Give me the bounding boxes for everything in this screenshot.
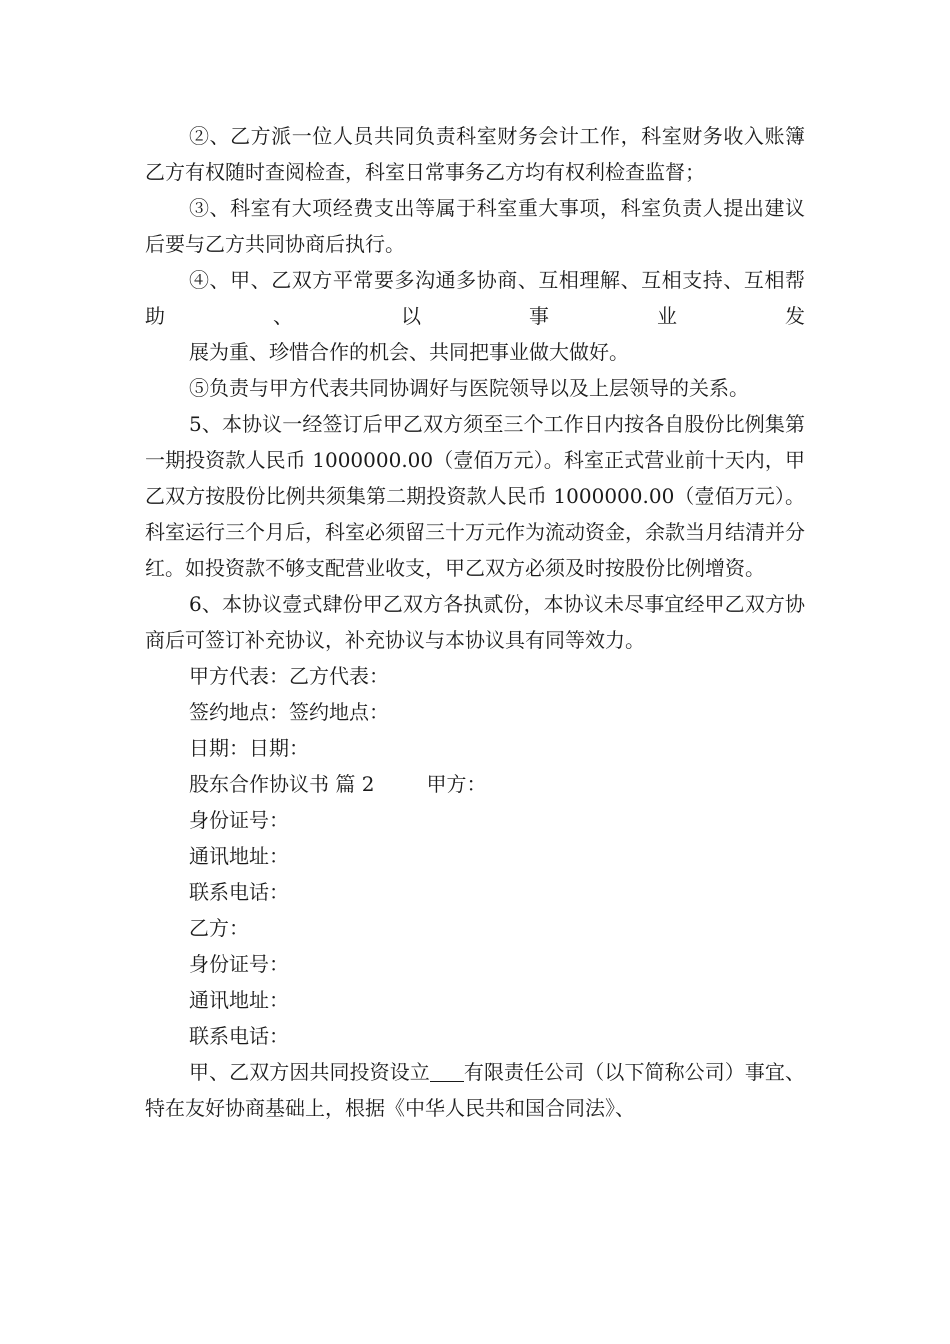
party-b-address-field: 通讯地址： bbox=[189, 988, 289, 1012]
date-line: 日期：日期： bbox=[189, 736, 309, 760]
party-a-phone-field: 联系电话： bbox=[189, 880, 289, 904]
document-body bbox=[145, 118, 805, 1126]
party-b-label: 乙方： bbox=[189, 916, 249, 940]
article-5-paragraph: 5、本协议一经签订后甲乙双方须至三个工作日内按各自股份比例集第一期投资款人民币 1000000.00（壹佰万元）。科室正式营业前十天内，甲乙双方按股份比例共须集第二期投资款人民币 1000000.00（壹佰万元）。科室运行三个月后，科室必须留三十万元作为流动资金，余款当月结清并分红。如投资款不够支配营业收支，甲乙双方必须及时按股份比例增资。 bbox=[145, 412, 805, 580]
company-name-blank bbox=[430, 1063, 464, 1082]
clause-4-continuation: 展为重、珍惜合作的机会、共同把事业做大做好。 bbox=[189, 340, 629, 364]
closing-text-end: 有限责任公司（以下简称公司）事宜、特在友好协商基础上，根据《中华人民共和国合同法》、 bbox=[145, 1060, 806, 1120]
party-a-id-field: 身份证号： bbox=[189, 808, 289, 832]
closing-paragraph bbox=[145, 1054, 805, 1126]
clause-4-paragraph: ④、甲、乙双方平常要多沟通多协商、互相理解、互相支持、互相帮助、以事业发 bbox=[145, 268, 805, 328]
closing-text-start: 甲、乙双方因共同投资设立 bbox=[189, 1060, 430, 1084]
agreement-title: 股东合作协议书 篇 2 bbox=[189, 772, 375, 796]
party-b-id-field: 身份证号： bbox=[189, 952, 289, 976]
representatives-line: 甲方代表：乙方代表： bbox=[189, 664, 389, 688]
clause-5-responsibility: ⑤负责与甲方代表共同协调好与医院领导以及上层领导的关系。 bbox=[189, 376, 749, 400]
signing-location-line: 签约地点：签约地点： bbox=[189, 700, 389, 724]
party-a-label: 甲方： bbox=[426, 772, 487, 796]
article-6-paragraph: 6、本协议壹式肆份甲乙双方各执贰份，本协议未尽事宜经甲乙双方协商后可签订补充协议，补充协议与本协议具有同等效力。 bbox=[145, 592, 805, 652]
agreement-heading-line bbox=[145, 766, 805, 802]
clause-3-paragraph: ③、科室有大项经费支出等属于科室重大事项，科室负责人提出建议后要与乙方共同协商后执行。 bbox=[145, 196, 805, 256]
party-b-phone-field: 联系电话： bbox=[189, 1024, 289, 1048]
clause-2-paragraph: ②、乙方派一位人员共同负责科室财务会计工作，科室财务收入账簿乙方有权随时查阅检查，科室日常事务乙方均有权利检查监督； bbox=[145, 124, 805, 184]
party-a-address-field: 通讯地址： bbox=[189, 844, 289, 868]
